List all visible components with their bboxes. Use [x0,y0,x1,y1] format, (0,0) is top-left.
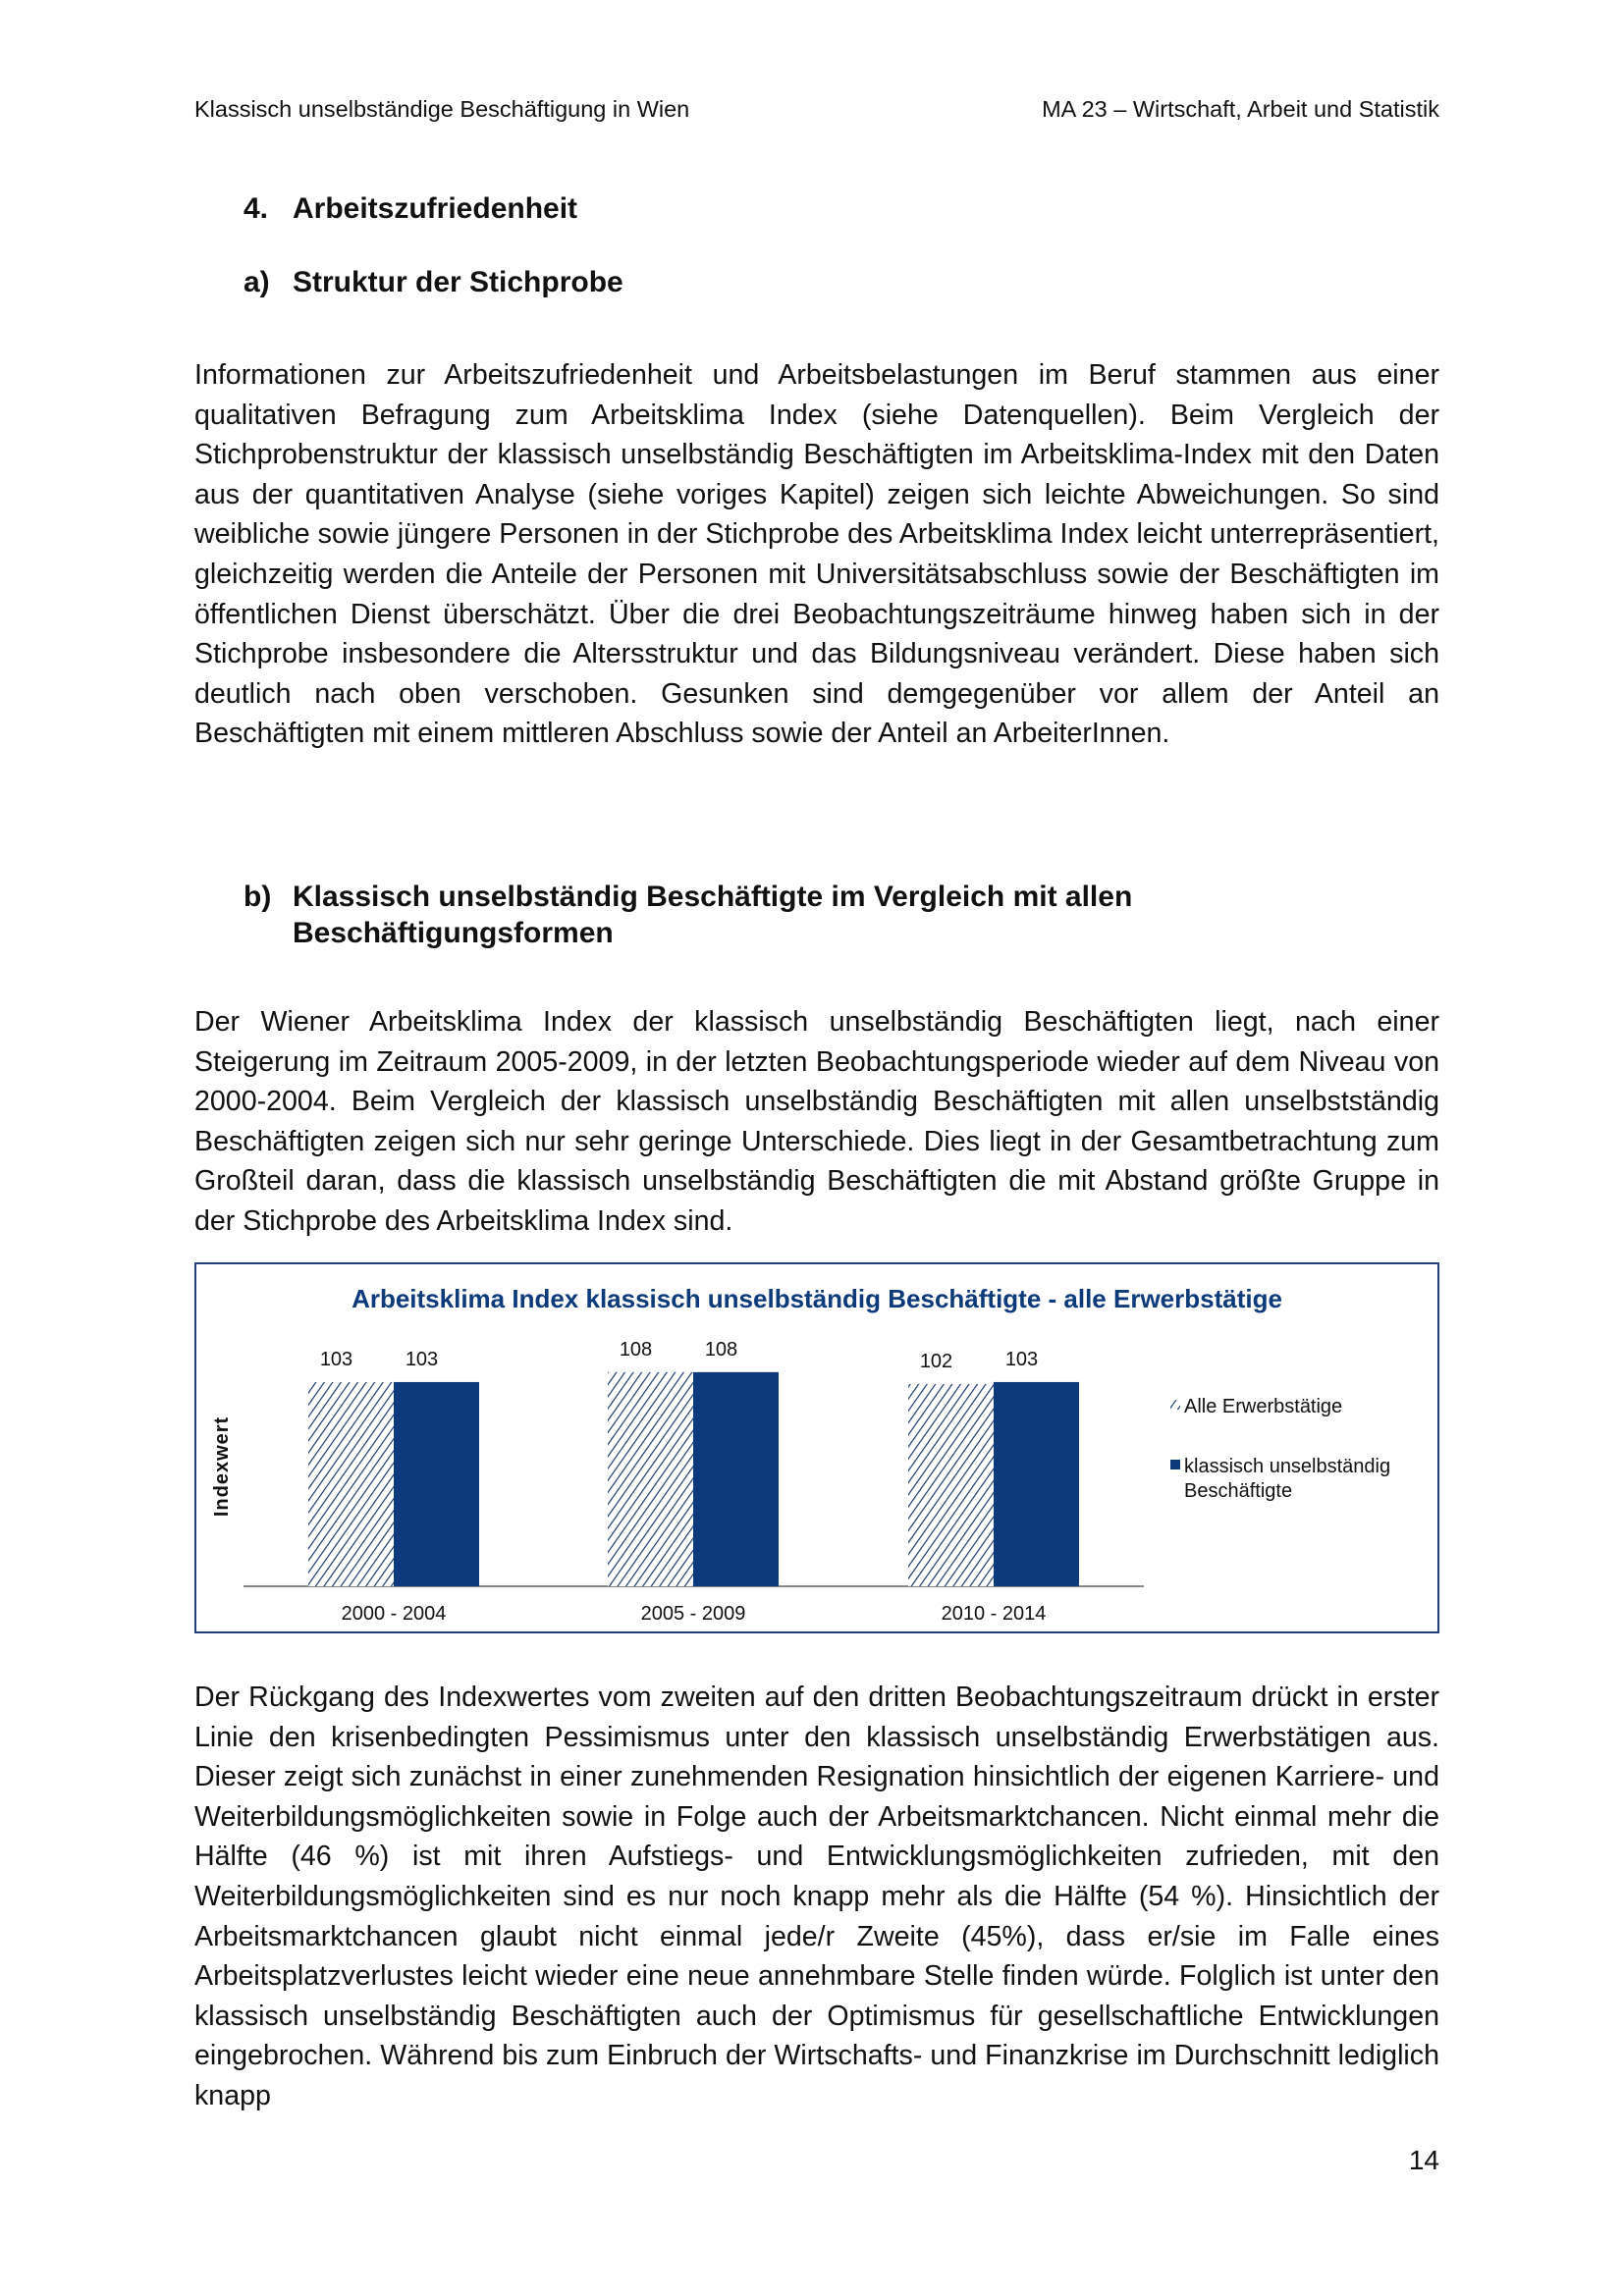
data-label: 108 [619,1338,653,1361]
paragraph-2: Der Wiener Arbeitsklima Index der klassisch unselbständig Beschäftigten liegt, nach einer Steigerung im Zeitraum 2005-2009, in der letzten Beobachtungsperiode wieder auf dem Niveau von 2000-2004. Beim Vergleich der klassisch unselbständig Beschäftigten mit allen unselbstständig Beschäftigten zeigen sich nur sehr geringe Unterschiede. Dies liegt in der Gesamtbetrachtung zum Großteil daran, dass die klassisch unselbständig Beschäftigten die mit Abstand größte Gruppe in der Stichprobe des Arbeitsklima Index sind. [194,1006,1439,1237]
chart-plot [196,1264,1437,1631]
section-heading [243,192,577,226]
page-number: 14 [1408,2145,1439,2175]
subsection-a-number: a) [243,266,270,298]
bar-alle-2 [908,1384,994,1586]
x-tick-label: 2005 - 2009 [640,1603,746,1625]
legend-label-klassisch [1184,1456,1396,1502]
subsection-b-number: b) [243,881,272,913]
x-tick-label: 2000 - 2004 [341,1603,447,1625]
bar-alle-0 [308,1382,394,1586]
running-header-right: MA 23 – Wirtschaft, Arbeit und Statistik [1042,96,1439,122]
subsection-a-title: Struktur der Stichprobe [293,266,623,298]
data-label: 103 [1004,1348,1039,1370]
chart-title: Arbeitsklima Index klassisch unselbständig Beschäftigte - alle Erwerbstätige [352,1284,1282,1313]
data-label: 103 [319,1348,353,1370]
x-tick-label: 2010 - 2014 [941,1603,1047,1625]
data-label: 102 [919,1350,953,1372]
legend-swatch-solid [1170,1460,1180,1469]
bar-klassisch-2 [994,1382,1079,1586]
subsection-b-title-line1: Klassisch unselbständig Beschäftigte im Vergleich mit allen [293,881,1133,913]
data-label: 103 [405,1348,439,1370]
section-title: Arbeitszufriedenheit [293,192,578,225]
paragraph-3: Der Rückgang des Indexwertes vom zweiten auf den dritten Beobachtungszeitraum drückt in erster Linie den krisenbedingten Pessimismus unter den klassisch unselbständig Erwerbstätigen aus. Dieser zeigt sich zunächst in einer zunehmenden Resignation hinsichtlich der eigenen Karriere- und Weiterbildungsmöglichkeiten sowie in Folge auch der Arbeitsmarktchancen. Nicht einmal mehr die Hälfte (46 %) ist mit ihren Aufstiegs- und Entwicklungsmöglichkeiten zufrieden, mit den Weiterbildungsmöglichkeiten sind es nur noch knapp mehr als die Hälfte (54 %). Hinsichtlich der Arbeitsmarktchancen glaubt nicht einmal jede/r Zweite (45%), dass er/sie im Falle eines Arbeitsplatzverlustes leicht wieder eine neue annehmbare Stelle finden würde. Folglich ist unter den klassisch unselbständig Beschäftigten auch der Optimismus für gesellschaftliche Entwicklungen eingebrochen. Während bis zum Einbruch der Wirtschafts- und Finanzkrise im Durchschnitt lediglich knapp [194,1682,1439,2111]
paragraph-1: Informationen zur Arbeitszufriedenheit und Arbeitsbelastungen im Beruf stammen aus einer qualitativen Befragung zum Arbeitsklima Index (siehe Datenquellen). Beim Vergleich der Stichprobenstruktur der klassisch unselbständig Beschäftigten im Arbeitsklima-Index mit den Daten aus der quantitativen Analyse (siehe voriges Kapitel) zeigen sich leichte Abweichungen. So sind weibliche sowie jüngere Personen in der Stichprobe des Arbeitsklima Index leicht unterrepräsentiert, gleichzeitig werden die Anteile der Personen mit Universitätsabschluss sowie der Beschäftigten im öffentlichen Dienst überschätzt. Über die drei Beobachtungszeiträume hinweg haben sich in der Stichprobe insbesondere die Altersstruktur und das Bildungsniveau verändert. Diese haben sich deutlich nach oben verschoben. Gesunken sind demgegenüber vor allem der Anteil an Beschäftigten mit einem mittleren Abschluss sowie der Anteil an ArbeiterInnen. [194,359,1439,750]
subsection-b-title-line2: Beschäftigungsformen [293,917,614,949]
bar-alle-1 [608,1372,693,1586]
legend-label-klassisch-line1: klassisch unselbständig [1184,1456,1391,1477]
section-number: 4. [243,192,269,225]
legend-label-klassisch-line2: Beschäftigte [1184,1480,1293,1502]
legend-swatch-hatched [1170,1400,1180,1410]
running-header-left: Klassisch unselbständige Beschäftigung in Wien [194,96,690,122]
bar-klassisch-0 [394,1382,479,1586]
bar-klassisch-1 [693,1372,779,1586]
subsection-b-heading [243,879,1132,951]
y-axis-label: Indexwert [211,1415,233,1518]
legend [1170,1396,1396,1502]
subsection-a-heading [243,266,623,299]
data-label: 108 [704,1338,738,1361]
legend-label-alle: Alle Erwerbstätige [1184,1396,1343,1417]
bar-chart [194,1262,1439,1633]
